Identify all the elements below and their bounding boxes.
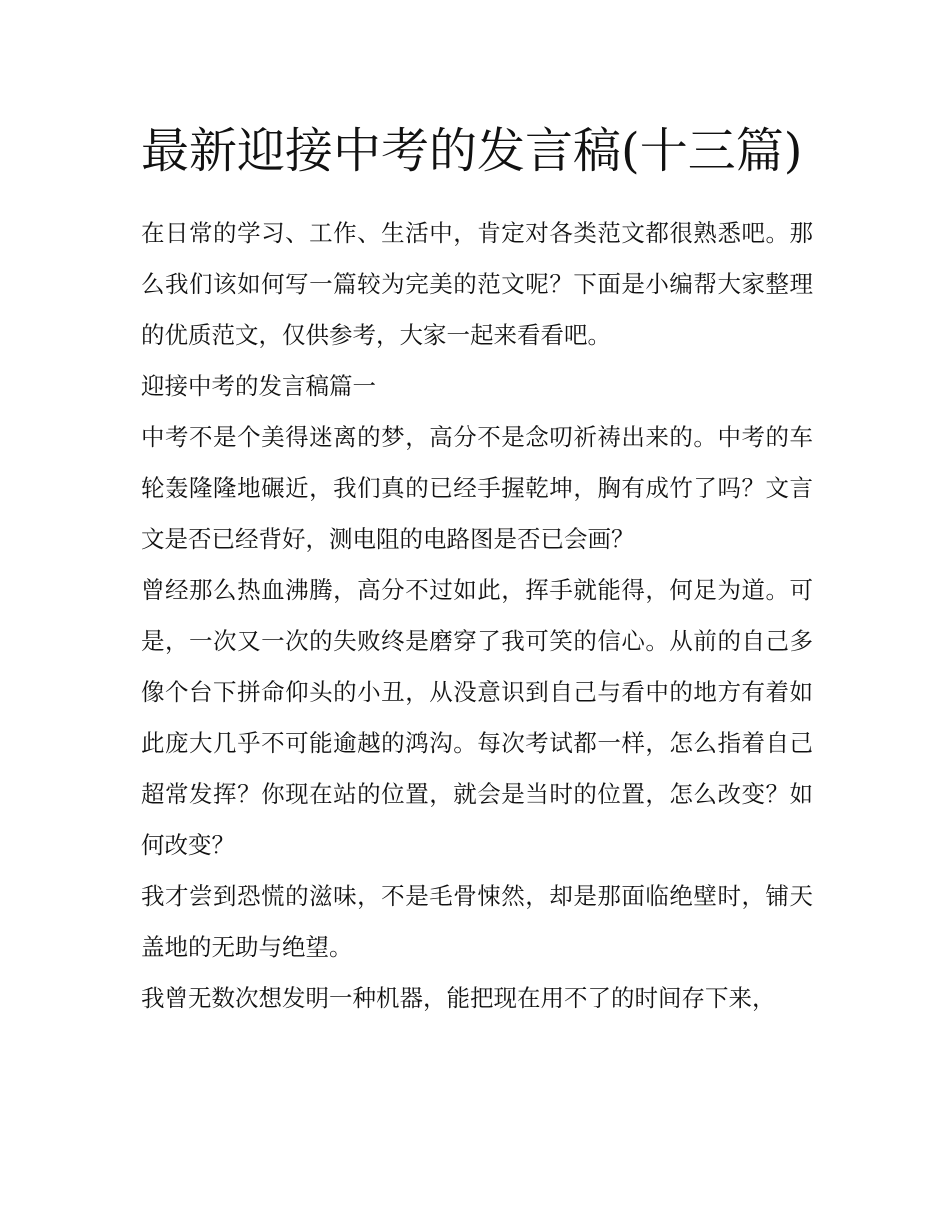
paragraph: 我才尝到恐慌的滋味，不是毛骨悚然，却是那面临绝壁时，铺天盖地的无助与绝望。 [141, 882, 813, 961]
document-page [141, 112, 813, 1024]
document-body [141, 208, 813, 1024]
section-heading: 迎接中考的发言稿篇一 [141, 372, 376, 400]
paragraph: 曾经那么热血沸腾，高分不过如此，挥手就能得，何足为道。可是，一次又一次的失败终是磨穿了我可笑的信心。从前的自己多像个台下拼命仰头的小丑，从没意识到自己与看中的地方有着如此庞大几乎不可能逾越的鸿沟。每次考试都一样，怎么指着自己超常发挥？你现在站的位置，就会是当时的位置，怎么改变？如何改变？ [141, 576, 813, 859]
document-title: 最新迎接中考的发言稿(十三篇) [141, 123, 803, 179]
paragraph: 中考不是个美得迷离的梦，高分不是念叨祈祷出来的。中考的车轮轰隆隆地碾近，我们真的已经手握乾坤，胸有成竹了吗？文言文是否已经背好，测电阻的电路图是否已会画？ [141, 423, 813, 553]
paragraph: 我曾无数次想发明一种机器，能把现在用不了的时间存下来， [141, 984, 776, 1012]
paragraph-intro: 在日常的学习、工作、生活中，肯定对各类范文都很熟悉吧。那么我们该如何写一篇较为完美的范文呢？下面是小编帮大家整理的优质范文，仅供参考，大家一起来看看吧。 [141, 219, 813, 349]
